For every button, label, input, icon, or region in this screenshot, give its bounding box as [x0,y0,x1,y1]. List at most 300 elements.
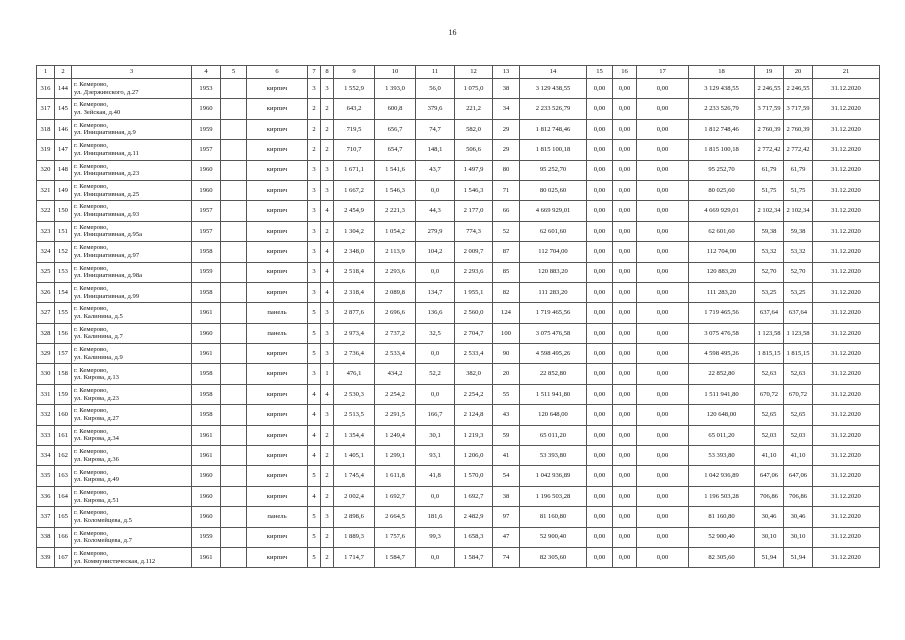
column-header: 12 [455,66,493,79]
table-row [37,344,880,364]
table-cell: 1 196 503,28 [689,486,755,506]
table-cell: 95 252,70 [520,160,587,180]
table-cell: 0,00 [637,547,689,567]
table-cell: 61,79 [784,160,813,180]
table-cell: 31.12.2020 [813,201,880,221]
table-cell [221,425,247,445]
column-header: 20 [784,66,813,79]
table-cell: 3 717,59 [784,99,813,119]
table-cell: 152 [55,242,72,262]
table-cell: 41,10 [784,446,813,466]
address-city: г. Кемерово, [74,346,109,354]
table-cell: 0,00 [587,547,613,567]
table-cell: 2 [308,140,321,160]
table-cell: 145 [55,99,72,119]
table-cell: 38 [493,79,520,99]
table-cell: 181,6 [416,507,455,527]
table-cell: 53,32 [784,242,813,262]
table-cell: 95 252,70 [689,160,755,180]
table-cell: 1 393,0 [375,79,416,99]
table-cell: 112 704,00 [520,242,587,262]
address-cell [72,99,192,119]
table-cell: 0,0 [416,547,455,567]
table-cell: 719,5 [334,119,375,139]
table-row [37,547,880,567]
table-cell: 2 760,39 [755,119,784,139]
table-cell: 0,00 [587,282,613,302]
address-street: ул. Кирова, д.23 [74,394,119,402]
column-header: 10 [375,66,416,79]
table-cell: 53,25 [755,282,784,302]
housing-table [36,65,880,568]
table-cell: 221,2 [455,99,493,119]
table-cell: 43 [493,405,520,425]
table-cell: 582,0 [455,119,493,139]
table-cell: 111 283,20 [520,282,587,302]
table-row [37,425,880,445]
table-cell: 59,38 [755,221,784,241]
table-cell: кирпич [247,364,308,384]
table-cell: 1 955,1 [455,282,493,302]
table-row [37,119,880,139]
table-cell: 0,00 [637,160,689,180]
table-cell: 2 [321,140,334,160]
table-cell: 0,00 [613,242,637,262]
table-cell: 0,00 [587,405,613,425]
table-cell: 332 [37,405,55,425]
table-cell: 4 [321,242,334,262]
table-cell: 325 [37,262,55,282]
table-cell: 51,94 [755,547,784,567]
table-cell: 337 [37,507,55,527]
table-cell: 157 [55,344,72,364]
table-cell: 134,7 [416,282,455,302]
table-cell [221,466,247,486]
table-cell: 166,7 [416,405,455,425]
address-city: г. Кемерово, [74,142,109,150]
table-cell: 2 009,7 [455,242,493,262]
table-cell: 0,00 [613,180,637,200]
table-cell: 1958 [192,282,221,302]
table-cell: 382,0 [455,364,493,384]
table-row [37,527,880,547]
column-header: 1 [37,66,55,79]
table-cell: 82 305,60 [689,547,755,567]
table-row [37,79,880,99]
table-cell [221,384,247,404]
table-cell: кирпич [247,201,308,221]
table-cell: 323 [37,221,55,241]
table-cell [221,262,247,282]
table-cell: 59,38 [784,221,813,241]
table-cell: 319 [37,140,55,160]
address-street: ул. Калинина, д.5 [74,312,123,320]
table-cell: 74,7 [416,119,455,139]
table-cell: 30,10 [784,527,813,547]
table-cell: 0,00 [613,99,637,119]
table-cell: 0,00 [587,364,613,384]
table-cell: 31.12.2020 [813,364,880,384]
address-cell [72,79,192,99]
table-cell: 2 877,6 [334,303,375,323]
table-cell: 330 [37,364,55,384]
table-cell: 0,00 [613,140,637,160]
table-cell: 30,1 [416,425,455,445]
address-street: ул. Калинина, д.7 [74,333,123,341]
table-cell: 1953 [192,79,221,99]
table-cell: 327 [37,303,55,323]
table-cell: 647,06 [755,466,784,486]
address-city: г. Кемерово, [74,325,109,333]
table-cell: 0,00 [587,79,613,99]
table-cell: 0,00 [637,79,689,99]
table-cell: 4 598 495,26 [520,344,587,364]
table-cell: 163 [55,466,72,486]
address-street: ул. Дзержинского, д.27 [74,88,139,96]
address-city: г. Кемерово, [74,183,109,191]
table-cell: 0,0 [416,384,455,404]
table-cell: 82 [493,282,520,302]
table-cell: 1 497,9 [455,160,493,180]
table-cell: 1 249,4 [375,425,416,445]
table-cell: 31.12.2020 [813,221,880,241]
table-cell: 2 002,4 [334,486,375,506]
table-cell: 0,00 [637,466,689,486]
table-cell: 136,6 [416,303,455,323]
table-cell: 31.12.2020 [813,405,880,425]
table-cell: 335 [37,466,55,486]
column-header: 17 [637,66,689,79]
table-cell: 317 [37,99,55,119]
table-cell: 656,7 [375,119,416,139]
table-cell: 1 206,0 [455,446,493,466]
table-cell: 637,64 [755,303,784,323]
table-cell: 1959 [192,262,221,282]
table-cell: 52,70 [784,262,813,282]
address-city: г. Кемерово, [74,244,109,252]
table-cell: 0,00 [613,425,637,445]
table-cell: 71 [493,180,520,200]
table-cell: 3 [308,79,321,99]
table-cell: кирпич [247,160,308,180]
table-cell [221,221,247,241]
table-cell: панель [247,303,308,323]
table-cell: 0,00 [637,507,689,527]
table-cell: 2 348,0 [334,242,375,262]
table-cell [221,79,247,99]
address-street: ул. Кирова, д.49 [74,476,119,484]
table-cell: 338 [37,527,55,547]
address-city: г. Кемерово, [74,427,109,435]
table-cell: 104,2 [416,242,455,262]
table-row [37,242,880,262]
address-cell [72,221,192,241]
table-cell: 0,00 [613,221,637,241]
table-cell: кирпич [247,425,308,445]
table-cell: 0,0 [416,180,455,200]
table-cell: 153 [55,262,72,282]
table-cell: 5 [308,547,321,567]
table-cell: 149 [55,180,72,200]
table-cell: 0,00 [587,384,613,404]
table-row [37,160,880,180]
table-cell: 85 [493,262,520,282]
table-cell: 2 772,42 [784,140,813,160]
table-cell: 1961 [192,425,221,445]
table-cell: 0,00 [637,180,689,200]
table-cell: 44,3 [416,201,455,221]
table-cell: 3 [308,201,321,221]
table-cell: 0,00 [637,323,689,343]
table-cell: 3 [321,405,334,425]
table-cell: 1 812 748,46 [689,119,755,139]
table-cell: 0,00 [637,140,689,160]
table-cell: 334 [37,446,55,466]
address-city: г. Кемерово, [74,162,109,170]
table-cell: 0,00 [637,425,689,445]
address-street: ул. Инициативная, д.25 [74,190,140,198]
table-cell: 339 [37,547,55,567]
table-cell: 0,00 [613,323,637,343]
address-street: ул. Инициативная, д.11 [74,149,139,157]
table-cell: 2 102,34 [784,201,813,221]
table-cell: 81 160,80 [520,507,587,527]
address-street: ул. Калинина, д.9 [74,353,123,361]
table-cell: 1 745,4 [334,466,375,486]
table-cell: 279,9 [416,221,455,241]
table-cell: 3 [321,180,334,200]
table-cell: 4 [308,446,321,466]
address-street: ул. Инициативная, д.98а [74,272,143,280]
table-cell: кирпич [247,344,308,364]
address-city: г. Кемерово, [74,407,109,415]
table-cell: 1 054,2 [375,221,416,241]
table-cell: 0,00 [587,507,613,527]
table-cell: 3 075 476,58 [520,323,587,343]
table-cell: 3 [308,282,321,302]
table-cell: панель [247,323,308,343]
table-cell: 80 [493,160,520,180]
table-cell: 146 [55,119,72,139]
address-cell [72,242,192,262]
address-street: ул. Инициативная, д.23 [74,170,140,178]
table-cell: 3 [308,364,321,384]
table-cell: 100 [493,323,520,343]
table-cell: 2 [308,99,321,119]
table-cell: 4 [308,425,321,445]
table-cell: 326 [37,282,55,302]
column-header: 5 [221,66,247,79]
address-cell [72,527,192,547]
table-cell: 144 [55,79,72,99]
table-cell: 167 [55,547,72,567]
address-street: ул. Кирова, д.51 [74,496,119,504]
table-cell [221,547,247,567]
column-header: 7 [308,66,321,79]
table-cell [221,527,247,547]
table-cell: 1 667,2 [334,180,375,200]
table-cell: 4 [308,384,321,404]
table-cell: 2 736,4 [334,344,375,364]
table-cell: 29 [493,140,520,160]
table-cell: 0,00 [587,486,613,506]
table-cell: 31.12.2020 [813,384,880,404]
table-cell: 3 [308,180,321,200]
table-cell: 1957 [192,140,221,160]
table-cell: 1 511 941,80 [520,384,587,404]
table-cell: панель [247,507,308,527]
column-header: 4 [192,66,221,79]
table-cell: 120 883,20 [689,262,755,282]
table-cell: 1958 [192,242,221,262]
address-city: г. Кемерово, [74,468,109,476]
address-street: ул. Инициативная, д.99 [74,292,140,300]
table-cell: 1961 [192,446,221,466]
table-cell: 3 [321,303,334,323]
table-cell: 1 354,4 [334,425,375,445]
table-cell: 90 [493,344,520,364]
table-row [37,221,880,241]
table-cell [221,507,247,527]
column-header: 11 [416,66,455,79]
table-cell: 52 [493,221,520,241]
table-cell: 637,64 [784,303,813,323]
table-cell: 31.12.2020 [813,547,880,567]
table-cell: 0,00 [613,119,637,139]
table-cell: 2 482,9 [455,507,493,527]
table-cell: 0,00 [587,527,613,547]
address-cell [72,446,192,466]
table-cell: 166 [55,527,72,547]
table-cell: 99,3 [416,527,455,547]
table-cell: 0,00 [587,99,613,119]
table-row [37,405,880,425]
table-cell: 3 [321,160,334,180]
table-cell [221,282,247,302]
table-cell: 1957 [192,201,221,221]
table-cell: 2 696,6 [375,303,416,323]
table-cell [221,323,247,343]
table-cell: 165 [55,507,72,527]
table-cell: кирпич [247,384,308,404]
table-cell: 5 [308,507,321,527]
table-cell: 336 [37,486,55,506]
address-cell [72,344,192,364]
table-cell: 31.12.2020 [813,79,880,99]
table-cell: 1 815,15 [784,344,813,364]
table-cell: 151 [55,221,72,241]
table-cell: 161 [55,425,72,445]
table-cell: 0,00 [613,486,637,506]
table-cell: 55 [493,384,520,404]
table-cell: 0,00 [587,119,613,139]
table-cell: 148 [55,160,72,180]
address-city: г. Кемерово, [74,529,109,537]
table-cell: кирпич [247,527,308,547]
table-cell: 1 692,7 [455,486,493,506]
table-cell: 2 760,39 [784,119,813,139]
table-cell [221,140,247,160]
table-cell: 0,00 [613,79,637,99]
address-cell [72,323,192,343]
table-cell: 0,00 [587,323,613,343]
table-cell: 2 254,2 [375,384,416,404]
table-cell: 0,0 [416,486,455,506]
table-cell: 0,00 [637,527,689,547]
table-cell: 112 704,00 [689,242,755,262]
table-cell: 31.12.2020 [813,507,880,527]
table-cell: 0,00 [587,221,613,241]
table-cell: 52,63 [755,364,784,384]
table-cell: 43,7 [416,160,455,180]
table-cell: 1 546,3 [375,180,416,200]
address-street: ул. Коломейцева, д.5 [74,516,132,524]
column-header: 3 [72,66,192,79]
table-cell: 1 889,3 [334,527,375,547]
table-cell: 1 584,7 [455,547,493,567]
table-cell: 2 530,3 [334,384,375,404]
table-cell: кирпич [247,466,308,486]
address-cell [72,201,192,221]
table-cell: 1957 [192,221,221,241]
table-cell: 1 042 936,89 [689,466,755,486]
table-cell: 0,00 [637,119,689,139]
table-cell: 2 772,42 [755,140,784,160]
table-cell: 0,00 [587,344,613,364]
table-row [37,303,880,323]
address-cell [72,466,192,486]
table-cell: 1 570,0 [455,466,493,486]
table-cell: 0,00 [613,201,637,221]
table-cell: 316 [37,79,55,99]
table-cell: 2 [321,527,334,547]
table-cell: 65 011,20 [689,425,755,445]
table-cell: 53 393,80 [689,446,755,466]
table-cell: 41 [493,446,520,466]
table-cell: 2 177,0 [455,201,493,221]
table-cell [221,180,247,200]
column-header: 6 [247,66,308,79]
table-cell: 31.12.2020 [813,140,880,160]
table-cell: 52,03 [755,425,784,445]
table-cell: 4 [321,201,334,221]
table-cell: 774,3 [455,221,493,241]
table-cell: 3 075 476,58 [689,323,755,343]
table-cell: 31.12.2020 [813,344,880,364]
table-row [37,201,880,221]
table-cell: 1 546,3 [455,180,493,200]
table-cell: кирпич [247,221,308,241]
table-cell: 0,00 [637,344,689,364]
table-cell: 2 293,6 [375,262,416,282]
table-row [37,466,880,486]
table-cell: 1960 [192,486,221,506]
column-header: 15 [587,66,613,79]
table-cell: 2 318,4 [334,282,375,302]
column-header: 14 [520,66,587,79]
table-cell: 2 221,3 [375,201,416,221]
address-street: ул. Кирова, д.36 [74,455,119,463]
table-cell: 1 541,6 [375,160,416,180]
table-cell: 30,46 [755,507,784,527]
table-cell: 321 [37,180,55,200]
table-cell: 2 233 526,79 [689,99,755,119]
table-row [37,486,880,506]
address-street: ул. Инициативная, д.93 [74,211,140,219]
table-cell: 1961 [192,344,221,364]
table-cell: 322 [37,201,55,221]
table-cell: 2 [321,425,334,445]
